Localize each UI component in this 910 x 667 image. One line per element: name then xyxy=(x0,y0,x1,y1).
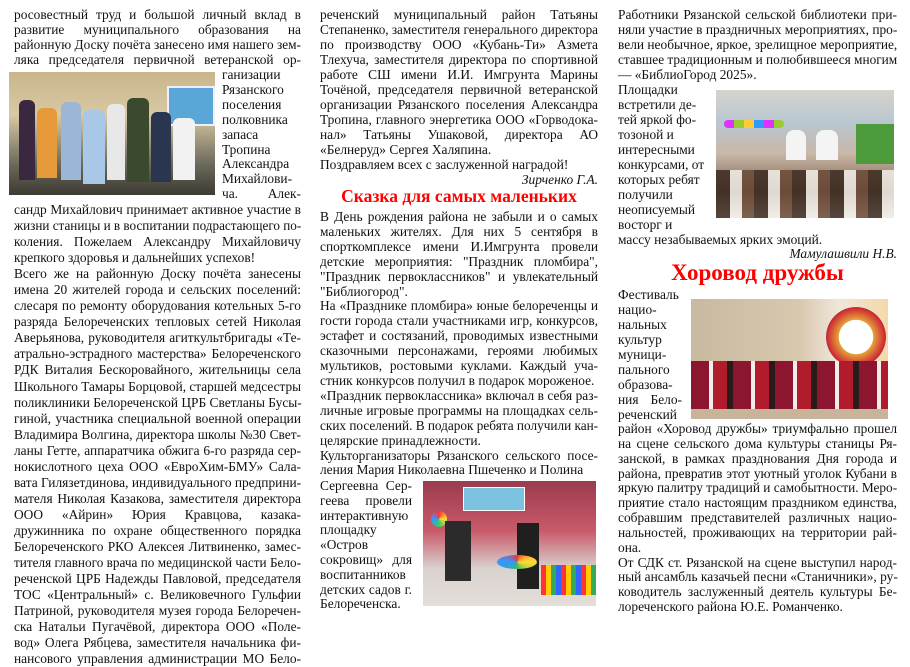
text-line: В День рождения района не забыли и о самых xyxy=(320,209,598,224)
text-line: спорткомплексе имени И.Имгрунта провели xyxy=(320,238,598,254)
text-line: получили xyxy=(618,187,673,202)
text-line: образова- xyxy=(618,377,673,392)
text-line: гиной, участника специальной военной операции xyxy=(14,410,301,426)
text-line: ставшее традиционным и полюбившееся многим xyxy=(618,52,898,67)
text-line: района, превратив этот уютный уголок Кубани в xyxy=(618,465,897,481)
col3-text-beside-photo2 xyxy=(618,287,682,422)
text-line: личные игровые программы на площадках сель- xyxy=(320,402,598,418)
text-line: культур xyxy=(618,332,662,347)
text-line: сандр Михайлович принимает активное участие в xyxy=(14,202,301,217)
text-line: ления Мария Николаевна Пшеченко и Полина xyxy=(320,462,584,478)
text-line: неописуемый xyxy=(618,202,696,217)
text-line: встретили де- xyxy=(618,97,697,112)
honor-board-photo xyxy=(9,72,215,195)
text-line: Поздравляем всех с заслуженной наградой! xyxy=(320,157,569,172)
text-line: организации Рязанского поселения Александра xyxy=(320,97,598,112)
text-line: ководитель заслуженный деятель культуры Бе- xyxy=(618,584,897,600)
bibliogorod-photo xyxy=(716,90,894,218)
text-line: Владимира Волгина, директора школы №30 Свет- xyxy=(14,426,301,442)
text-line: няли участие в праздничных мероприятиях, про- xyxy=(618,22,898,37)
text-line: Точёной, председателя первичной ветеранской xyxy=(320,82,598,97)
text-line: жизни станицы и в воспитании подрастающего по- xyxy=(14,218,302,234)
text-line: Работники Рязанской сельской библиотеки при- xyxy=(618,7,897,22)
text-line: имена 20 жителей города и сельских поселений: xyxy=(14,282,301,298)
text-line: Всего же на районную Доску почёта занесены xyxy=(14,266,301,282)
text-line: — «БиблиоГород 2025». xyxy=(618,67,757,82)
text-line: лореченского района Ю.Е. Романченко. xyxy=(618,599,843,615)
text-line: ляка председателя первичной ветеранской ор- xyxy=(14,52,301,67)
text-line: «Остров xyxy=(320,537,369,553)
text-line: тителя главного врача по медицинской части Бело- xyxy=(14,555,301,571)
text-line: вели необычное, яркое, зрелищное мероприятие, xyxy=(618,37,898,52)
author-signature: Зирченко Г.А. xyxy=(521,172,598,187)
text-line: по производству ООО «Кубань-Ти» Азмета xyxy=(320,37,598,52)
text-line: сказочными персонажами, героями любимых xyxy=(320,343,598,359)
text-line: Аверьянова, руководителя агиткультбригады «Те- xyxy=(14,330,301,346)
text-line: площадку xyxy=(320,522,377,538)
text-line: пального xyxy=(618,362,670,377)
text-line: запаса xyxy=(222,126,259,142)
text-line: тозоной и xyxy=(618,127,674,142)
text-line: дружинника по охране общественного порядка xyxy=(14,522,301,538)
text-line: интерактивную xyxy=(320,507,409,523)
text-line: сокровищ» для xyxy=(320,551,412,567)
text-line: детские мероприятия: "Праздник пломбира", xyxy=(320,253,598,269)
col3-body-text xyxy=(618,422,897,615)
text-line: детских садов г. xyxy=(320,581,412,597)
text-line: интересными xyxy=(618,142,695,157)
text-line: массу незабываемых ярких эмоций. xyxy=(618,232,823,247)
text-line: реченский муниципальный район Татьяны xyxy=(320,7,598,22)
text-line: вата Гилязетдинова, индивидуального предприни- xyxy=(14,474,302,490)
text-line: нансового управления администрации МО Бело- xyxy=(14,651,301,667)
text-line: конкурсами, от xyxy=(618,157,705,172)
col1-text-beside-photo xyxy=(222,68,301,202)
text-line: реченской ЦРБ Надежды Павловой, председателя xyxy=(14,571,301,587)
text-line: "Праздник первоклассников" и увлекательный xyxy=(320,268,598,284)
text-line: коления. Пожелаем Александру Михайловичу xyxy=(14,234,301,250)
text-line: реченский xyxy=(618,407,677,422)
text-line: вод» Олега Рябцева, заместителя начальника фи- xyxy=(14,635,301,651)
treasure-island-photo xyxy=(423,481,596,606)
text-line: На «Празднике пломбира» юные белореченцы и xyxy=(320,298,598,314)
text-line: росовестный труд и большой личный вклад в xyxy=(14,7,301,22)
col1-body-text xyxy=(14,202,301,667)
text-line: поликлиники Белореченской ЦРБ Светланы Бусы- xyxy=(14,394,302,410)
text-line: развитие муниципального образования на xyxy=(14,22,301,37)
col1-intro-text xyxy=(14,7,301,67)
text-line: РДК Виталия Бескоровайного, жительницы села xyxy=(14,362,301,378)
text-line: Фестиваль xyxy=(618,287,679,302)
text-line: Сергеевна Сер- xyxy=(320,478,412,493)
text-line: она. xyxy=(618,539,642,555)
text-line: яркую палитру традиций и самобытности. Меро- xyxy=(618,480,898,496)
text-line: атрально-эстрадного мастерства» Белореченского xyxy=(14,346,301,362)
col2-text-beside-photo xyxy=(320,479,412,612)
author-signature: Мамулашвили Н.В. xyxy=(789,246,897,261)
text-line: занской, в рамках празднования Дня города и xyxy=(618,450,897,466)
text-line: ча. Алек- xyxy=(222,186,301,202)
text-line: Тлехуча, заместителя директора по спортивной xyxy=(320,52,598,67)
text-line: Белореченского РКО Алексея Литвиненко, замес- xyxy=(14,538,301,554)
text-line: Школьного Тамары Борцовой, старшей медсестры xyxy=(14,378,302,394)
col3-text-beside-photo xyxy=(618,82,713,232)
khorovod-festival-photo xyxy=(691,299,888,419)
text-line: нальностей, проживающих на территории рай- xyxy=(618,524,897,540)
text-line: Культорганизаторы Рязанского сельского посе- xyxy=(320,447,598,463)
text-line: воспитанников xyxy=(320,566,406,582)
text-line: нокислотного цеха ООО «ЕвроХим-БМУ» Сала- xyxy=(14,458,301,474)
text-line: "Библиогород". xyxy=(320,283,408,299)
text-line: От СДК ст. Рязанской на сцене выступил народ- xyxy=(618,554,897,570)
text-line: разряда Белореченских тепловых сетей Николая xyxy=(14,314,301,330)
text-line: ских поселений. В подарок ребята получили кан- xyxy=(320,417,599,433)
text-line: «Белнеруд» Сергея Халяпина. xyxy=(320,142,492,157)
text-line: собравшим представителей различных нацио- xyxy=(618,510,897,526)
text-line: которых ребят xyxy=(618,172,700,187)
text-line: ланы Гетте, аппаратчика обжига 6-го разряда сер- xyxy=(14,442,301,458)
text-line: Патриной, руководителя музея города Белоречен- xyxy=(14,603,301,619)
text-line: мателя Николая Казакова, заместителя директора xyxy=(14,490,301,506)
text-line: стник конкурсов получил в подарок мороженое. xyxy=(320,372,595,388)
text-line: Тропина xyxy=(222,141,271,157)
text-line: Белореченска. xyxy=(320,596,401,612)
text-line: ска Натальи Пугачёвой, директора ООО «Поле- xyxy=(14,619,301,635)
text-line: ТОС «Центральный» с. Великовечного Гульфии xyxy=(14,587,301,603)
col2-body-text xyxy=(320,210,598,478)
text-line: крепкого здоровья и дальнейших успехов! xyxy=(14,250,256,266)
text-line: ООО «Айрин» Юрия Кравцова, казака- xyxy=(14,506,301,522)
text-line: ный ансамбль казачьей песни «Станичники», ру- xyxy=(618,569,898,585)
text-line: Степаненко, заместителя генерального директора xyxy=(320,22,599,37)
text-line: «Праздник первоклассника» включал в себя раз- xyxy=(320,387,598,403)
text-line: ния Бело- xyxy=(618,392,682,407)
text-line: Михайлови- xyxy=(222,171,293,187)
article-title: Хоровод дружбы xyxy=(671,260,844,285)
col3-intro-text xyxy=(618,7,897,82)
text-line: эстафет и состязаний, проводимых известными xyxy=(320,328,598,344)
text-line: работе СШ имени И.И. Имгрунта Марины xyxy=(320,67,598,82)
text-line: нацио- xyxy=(618,302,657,317)
text-line: район «Хоровод дружбы» триумфально прошел xyxy=(618,421,897,436)
text-line: маленьких жителях. Для них 5 сентября в xyxy=(320,223,598,239)
text-line: восторг и xyxy=(618,217,673,232)
text-line: полковника xyxy=(222,111,288,127)
text-line: на сцене сельского дома культуры станицы Ря- xyxy=(618,435,897,451)
text-line: нал» Татьяны Ушаковой, директора АО xyxy=(320,127,598,142)
article-title: Сказка для самых маленьких xyxy=(341,186,577,206)
col3-text-after-photo xyxy=(618,232,897,247)
text-line: слесаря по ремонту оборудования котельных 5-го xyxy=(14,298,301,314)
text-line: гости города стали участниками игр, конкурсов, xyxy=(320,313,598,329)
text-line: геева провели xyxy=(320,492,412,508)
text-line: муници- xyxy=(618,347,667,362)
text-line: районную Доску почёта занесено имя нашего зем- xyxy=(14,37,301,52)
text-line: Александра xyxy=(222,156,290,172)
text-line: Рязанского xyxy=(222,81,284,97)
col2-intro-text xyxy=(320,7,598,172)
text-line: ганизации xyxy=(222,67,281,82)
text-line: Площадки xyxy=(618,82,678,97)
text-line: мультиков, ростовыми куклами. Каждый уча- xyxy=(320,358,598,374)
text-line: нальных xyxy=(618,317,667,332)
text-line: приятие стало настоящим праздником единства, xyxy=(618,495,897,511)
text-line: тей яркой фо- xyxy=(618,112,697,127)
text-line: целярские принадлежности. xyxy=(320,432,481,448)
text-line: Тропина, главного энергетика ООО «Горводока- xyxy=(320,112,598,127)
text-line: поселения xyxy=(222,96,282,112)
